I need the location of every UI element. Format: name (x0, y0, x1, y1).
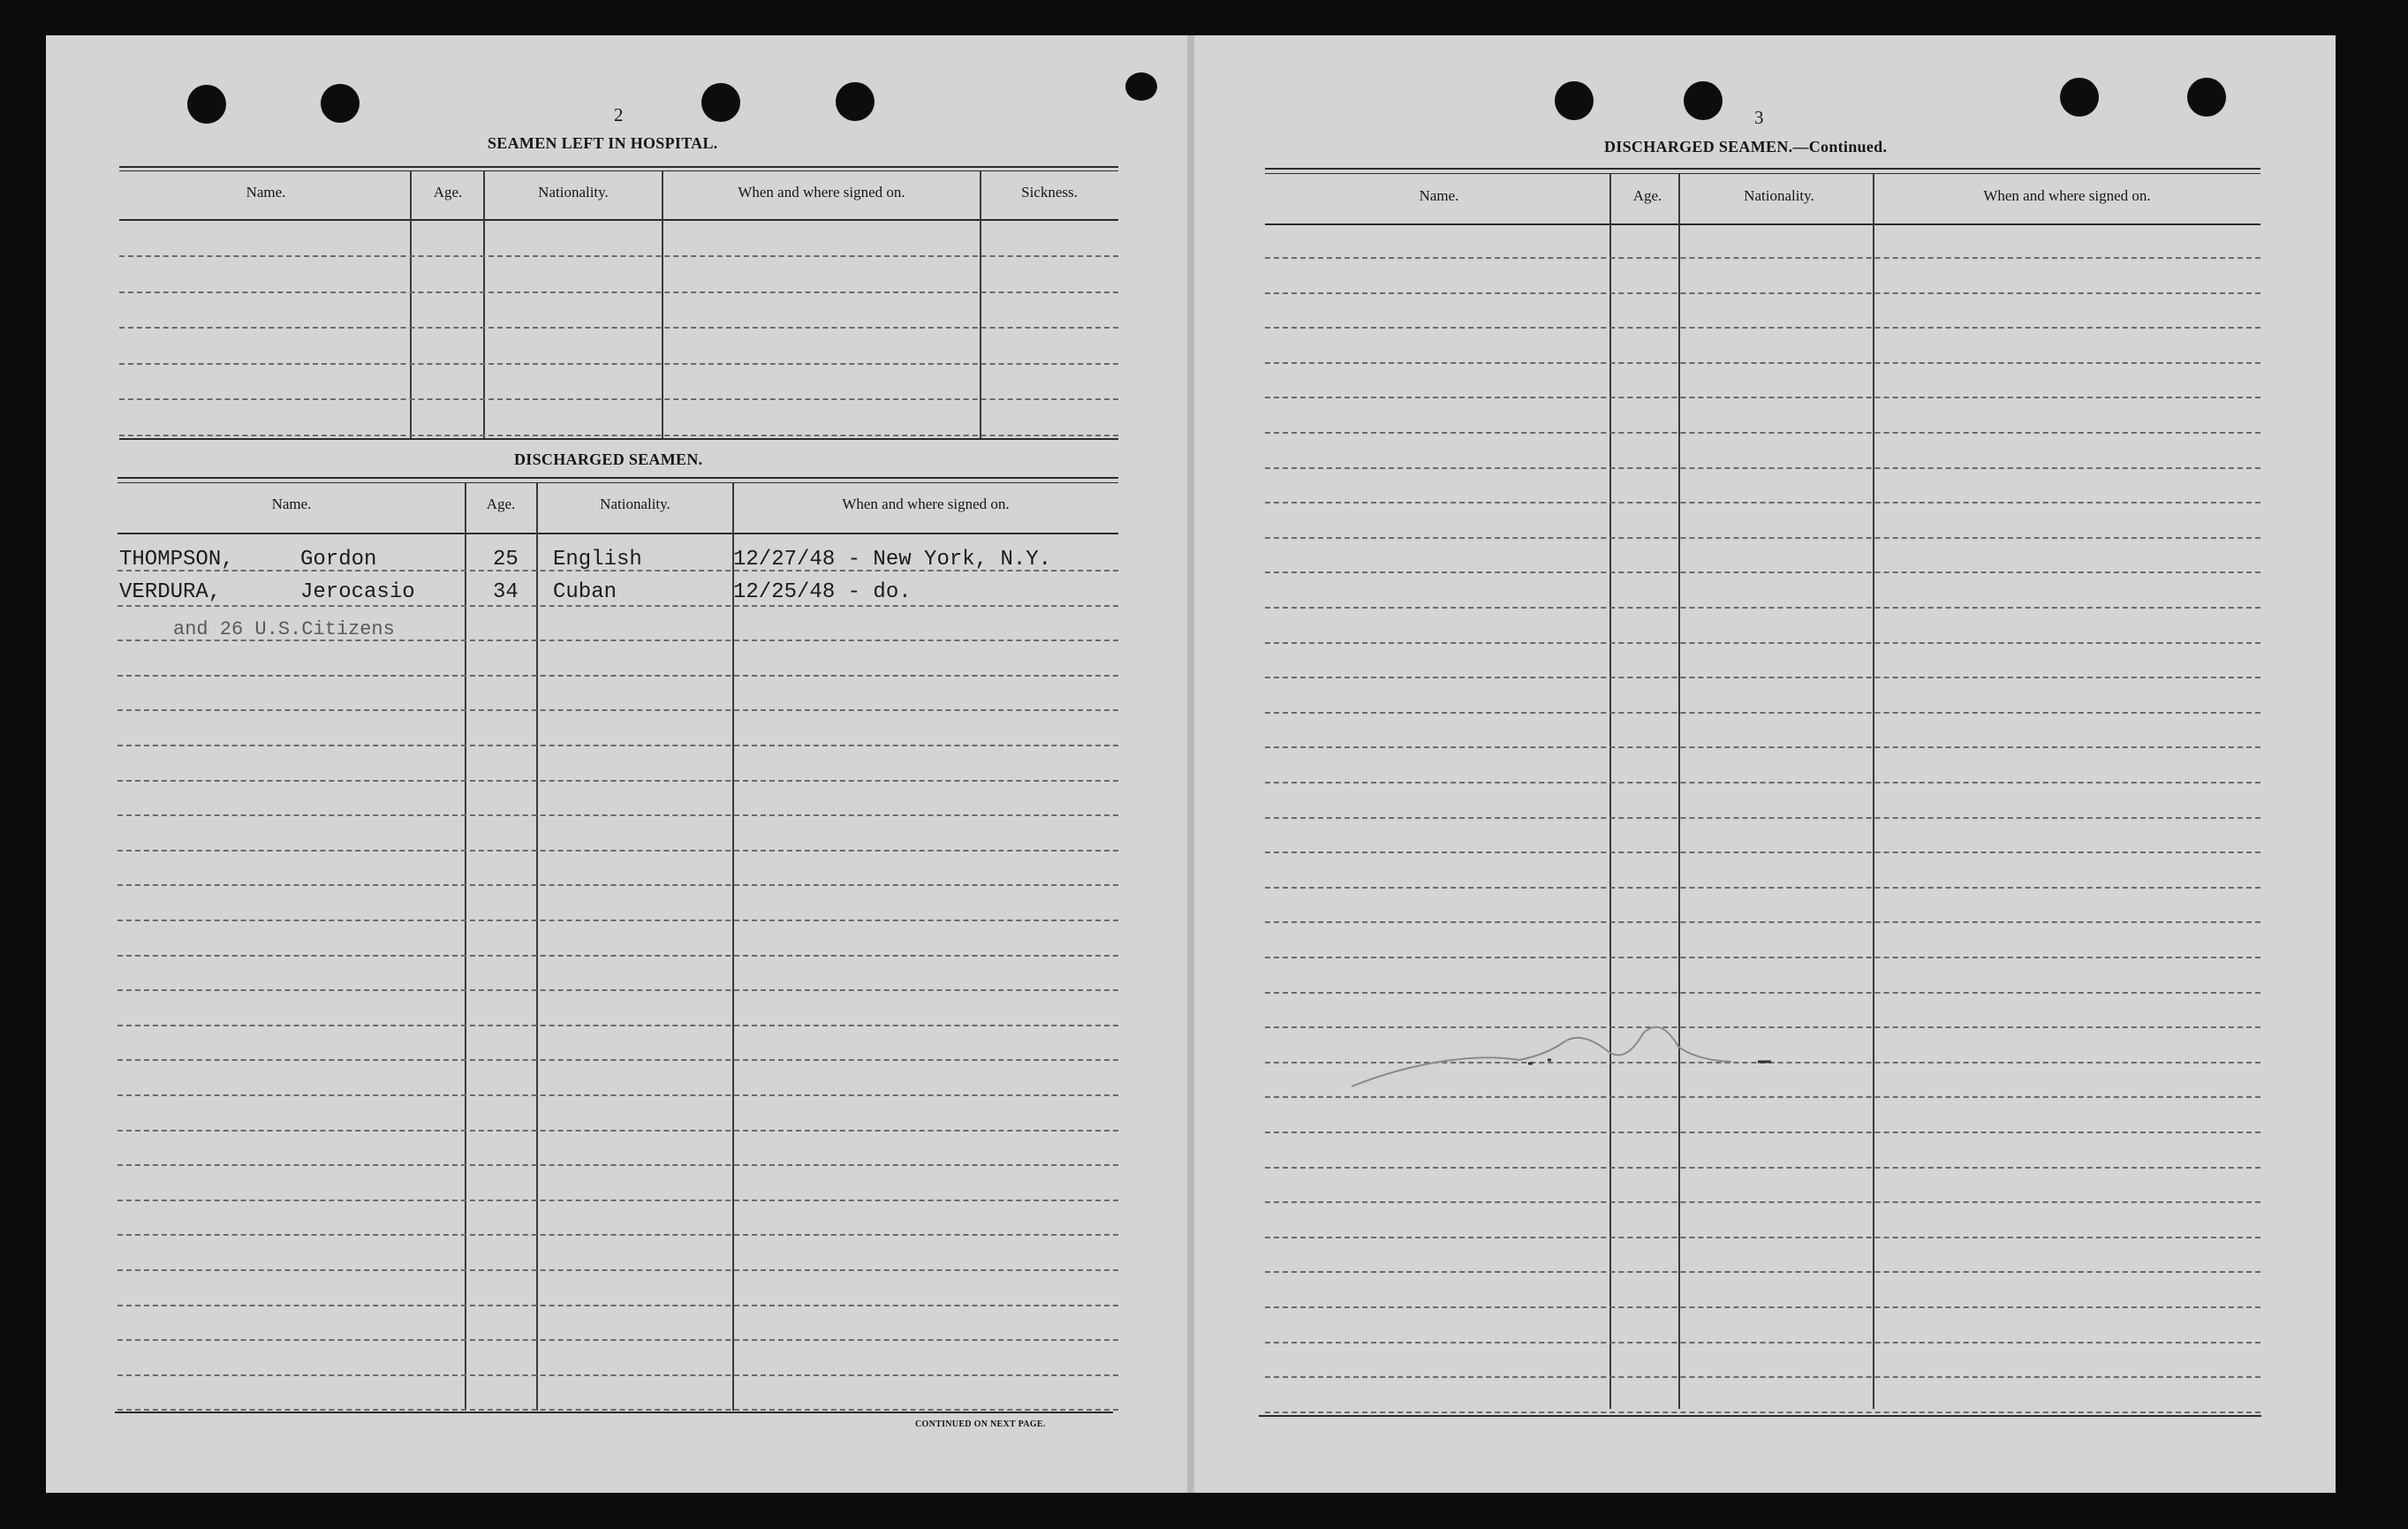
ruled-line (117, 1025, 1118, 1026)
seaman-age: 34 (493, 580, 519, 604)
ruled-line (1265, 467, 2260, 469)
ruled-line (1265, 1412, 2260, 1413)
hospital-header-sickness: Sickness. (1021, 184, 1078, 201)
ruled-line (1265, 1132, 2260, 1133)
ruled-line (1265, 782, 2260, 783)
punch-hole-icon (2187, 78, 2226, 117)
ruled-line (1265, 607, 2260, 609)
ruled-line (1265, 362, 2260, 364)
ruled-line (119, 327, 1118, 329)
ruled-line (1265, 1306, 2260, 1308)
ruled-line (117, 1094, 1118, 1096)
ruled-line (1265, 992, 2260, 994)
ruled-line (1265, 1376, 2260, 1378)
seaman-signed-on: 12/25/48 - do. (733, 580, 912, 604)
punch-hole-icon (836, 82, 875, 121)
ruled-line (1265, 1096, 2260, 1098)
hospital-header-signed-on: When and where signed on. (738, 184, 905, 201)
ruled-line (117, 1305, 1118, 1306)
ruled-line (1265, 571, 2260, 573)
seaman-given-name: Jerocasio (300, 580, 415, 604)
ruled-line (117, 989, 1118, 991)
continued-header-nationality: Nationality. (1744, 187, 1814, 204)
ruled-line (1265, 852, 2260, 853)
discharged-header-age: Age. (486, 496, 516, 512)
right-page (1194, 35, 2336, 1493)
page-number-right: 3 (1754, 107, 1764, 128)
discharged-header-signed-on: When and where signed on. (842, 496, 1010, 512)
ruled-line (1265, 642, 2260, 644)
continued-header-signed-on: When and where signed on. (1983, 187, 2151, 204)
punch-hole-icon (1684, 81, 1723, 120)
ruled-line (1265, 712, 2260, 714)
ruled-line (1265, 327, 2260, 329)
ruled-line (117, 1234, 1118, 1236)
ruled-line (1265, 537, 2260, 539)
ruled-line (117, 1409, 1118, 1411)
left-page (46, 35, 1187, 1493)
seaman-given-name: Gordon (300, 548, 377, 571)
hospital-header-age: Age. (433, 184, 463, 201)
page-gutter (1187, 35, 1194, 1493)
ruled-line (117, 1130, 1118, 1132)
ruled-line (117, 814, 1118, 816)
ruled-line (117, 605, 1118, 607)
ruled-line (117, 709, 1118, 711)
ruled-line (119, 435, 1118, 436)
hospital-header-name: Name. (246, 184, 286, 201)
page-number-left: 2 (614, 104, 624, 125)
ruled-line (117, 675, 1118, 677)
ruled-line (117, 1200, 1118, 1201)
seaman-nationality: Cuban (553, 580, 617, 604)
ruled-line (119, 398, 1118, 400)
ruled-line (117, 920, 1118, 921)
ruled-line (1265, 292, 2260, 294)
seaman-signed-on: 12/27/48 - New York, N.Y. (733, 548, 1052, 571)
seaman-surname: THOMPSON, (119, 548, 234, 571)
ruled-line (1265, 1342, 2260, 1344)
citizens-note: and 26 U.S.Citizens (173, 618, 395, 640)
ruled-line (1265, 957, 2260, 958)
ruled-line (1265, 502, 2260, 503)
punch-hole-icon (2060, 78, 2099, 117)
ruled-line (1265, 887, 2260, 889)
seaman-nationality: English (553, 548, 642, 571)
ruled-line (117, 1339, 1118, 1341)
ruled-line (117, 780, 1118, 782)
ruled-line (1265, 432, 2260, 434)
ruled-line (117, 955, 1118, 957)
punch-hole-icon (187, 85, 226, 124)
punch-hole-icon (701, 83, 740, 122)
continued-section-title: DISCHARGED SEAMEN.—Continued. (1604, 138, 1888, 155)
ruled-line (117, 745, 1118, 746)
ruled-line (117, 1164, 1118, 1166)
ruled-line (117, 1269, 1118, 1271)
continued-footer: CONTINUED ON NEXT PAGE. (915, 1419, 1046, 1429)
punch-hole-icon (321, 84, 360, 123)
ruled-line (1265, 1237, 2260, 1238)
ruled-line (1265, 1271, 2260, 1273)
ruled-line (117, 884, 1118, 886)
seaman-age: 25 (493, 548, 519, 571)
continued-header-name: Name. (1419, 187, 1459, 204)
hospital-header-nationality: Nationality. (538, 184, 609, 201)
punch-hole-icon (1555, 81, 1594, 120)
ruled-line (117, 850, 1118, 852)
ruled-line (119, 291, 1118, 293)
ruled-line (1265, 817, 2260, 819)
discharged-header-nationality: Nationality. (600, 496, 670, 512)
ruled-line (1265, 397, 2260, 398)
ruled-line (119, 255, 1118, 257)
ruled-line (1265, 1167, 2260, 1169)
ruled-line (1265, 746, 2260, 748)
punch-hole-icon (1125, 72, 1157, 101)
hospital-section-title: SEAMEN LEFT IN HOSPITAL. (488, 134, 718, 152)
discharged-section-title: DISCHARGED SEAMEN. (514, 450, 703, 468)
ruled-line (117, 1059, 1118, 1061)
seaman-surname: VERDURA, (119, 580, 222, 604)
ruled-line (119, 363, 1118, 365)
continued-header-age: Age. (1632, 187, 1662, 204)
ruled-line (1265, 921, 2260, 923)
discharged-header-name: Name. (271, 496, 312, 512)
ruled-line (1265, 257, 2260, 259)
faint-signature-mark (1343, 998, 1784, 1095)
ruled-line (1265, 1201, 2260, 1203)
ruled-line (1265, 677, 2260, 678)
ruled-line (117, 1374, 1118, 1376)
